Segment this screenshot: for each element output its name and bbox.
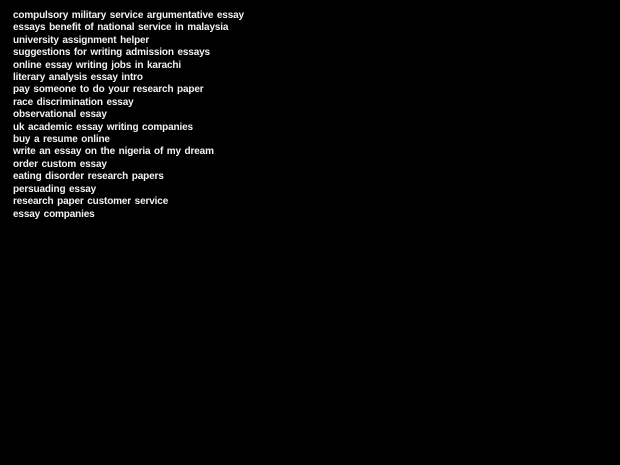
list-item: pay someone to do your research paper bbox=[13, 84, 204, 96]
list-item: persuading essay bbox=[13, 183, 97, 195]
list-item: essays benefit of national service in malaysia bbox=[13, 22, 229, 34]
list-item: compulsory military service argumentative essay bbox=[13, 10, 244, 21]
list-item: essay companies bbox=[13, 208, 95, 220]
list-item: university assignment helper bbox=[13, 34, 150, 46]
list-item: online essay writing jobs in karachi bbox=[13, 59, 181, 71]
list-item: buy a resume online bbox=[13, 134, 110, 146]
list-item: race discrimination essay bbox=[13, 96, 134, 108]
list-item: eating disorder research papers bbox=[13, 171, 164, 183]
list-item: research paper customer service bbox=[13, 196, 169, 208]
list-item: observational essay bbox=[13, 109, 107, 121]
list-item: suggestions for writing admission essays bbox=[13, 47, 210, 59]
list-item: uk academic essay writing companies bbox=[13, 121, 193, 133]
list-item: write an essay on the nigeria of my dream bbox=[13, 146, 214, 158]
essay-topics-list bbox=[13, 10, 244, 221]
list-item: order custom essay bbox=[13, 158, 107, 170]
list-item: literary analysis essay intro bbox=[13, 72, 143, 84]
